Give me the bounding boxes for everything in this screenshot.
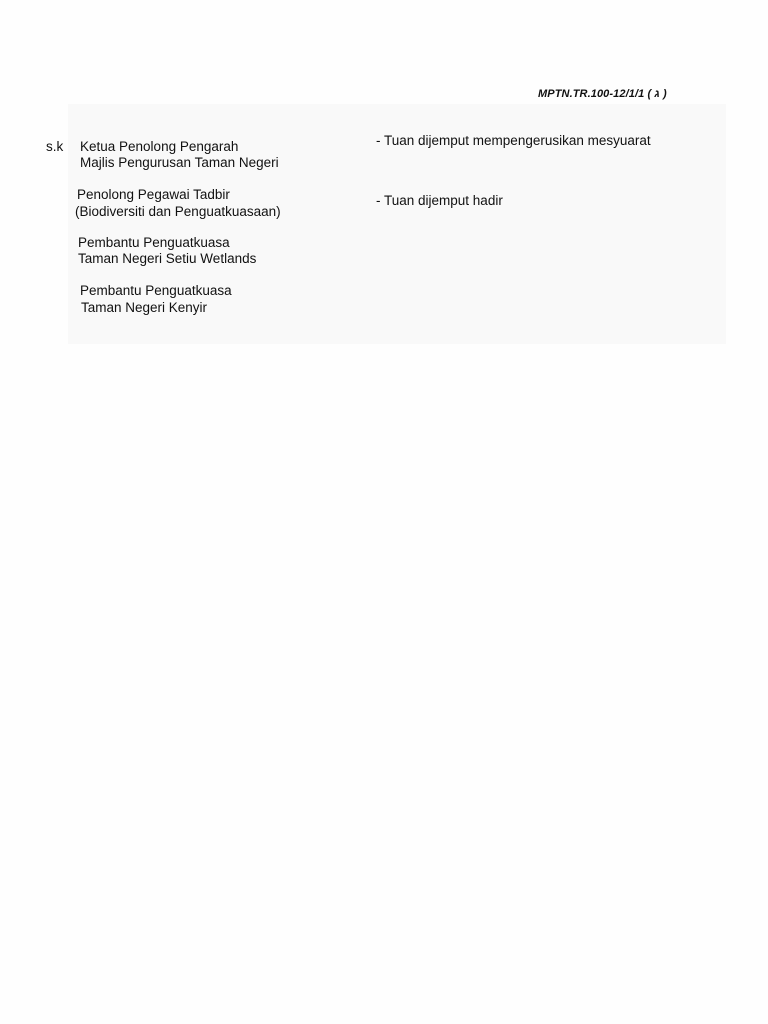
cc-entry-3-line-1: Pembantu Penguatkuasa	[78, 235, 230, 250]
cc-entry-1-line-1: Ketua Penolong Pengarah	[80, 139, 239, 154]
cc-entry-3-line-2: Taman Negeri Setiu Wetlands	[78, 251, 257, 266]
cc-entry-4-line-2: Taman Negeri Kenyir	[81, 300, 208, 315]
cc-entry-2-line-2: (Biodiversiti dan Penguatkuasaan)	[75, 204, 281, 219]
cc-prefix: s.k	[46, 139, 64, 154]
cc-entry-2-line-1: Penolong Pegawai Tadbir	[77, 187, 230, 202]
cc-entry-1-note: - Tuan dijemput mempengerusikan mesyuarat	[376, 133, 651, 148]
cc-entry-1-line-2: Majlis Pengurusan Taman Negeri	[80, 155, 279, 170]
cc-entry-2-note: - Tuan dijemput hadir	[376, 193, 503, 208]
reference-number: MPTN.TR.100-12/1/1 ( ג )	[538, 88, 667, 100]
cc-entry-4-line-1: Pembantu Penguatkuasa	[80, 283, 232, 298]
